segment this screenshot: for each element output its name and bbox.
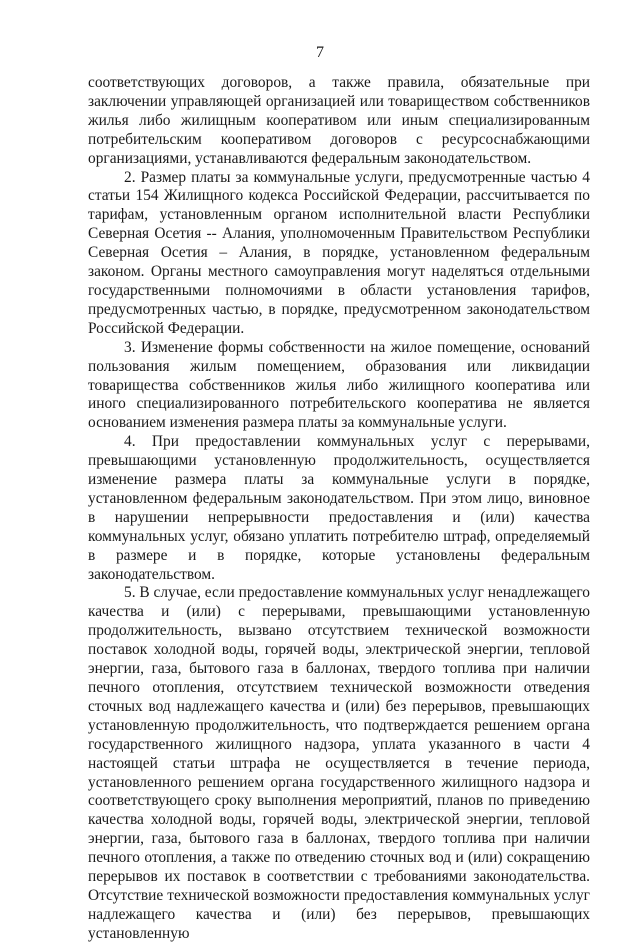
- page-number: 7: [316, 44, 324, 61]
- paragraph-5: 5. В случае, если предоставление коммунальных услуг ненадлежащего качества и (или) с перерывами, превышающими установленную продолжительность, вызвано отсутствием технической возможности поставок холодной воды, горячей воды, электрической энергии, тепловой энергии, газа, бытового газа в баллонах, твердого топлива при наличии печного отопления, отсутствием технической возможности отведения сточных вод надлежащего качества и (или) без перерывов, превышающих установленную продолжительность, что подтверждается решением органа государственного жилищного надзора, уплата указанного в части 4 настоящей статьи штрафа не осуществляется в течение периода, установленного решением органа государственного жилищного надзора и соответствующего сроку выполнения мероприятий, планов по приведению качества холодной воды, горячей воды, электрической энергии, тепловой энергии, газа, бытового газа в баллонах, твердого топлива при наличии печного отопления, а также по отведению сточных вод и (или) сокращению перерывов их поставок в соответствии с требованиями законодательства. Отсутствие технической возможности предоставления коммунальных услуг надлежащего качества и (или) без перерывов, превышающих установленную: [88, 584, 590, 942]
- paragraph-2: 2. Размер платы за коммунальные услуги, предусмотренные частью 4 статьи 154 Жилищного кодекса Российской Федерации, рассчитывается по тарифам, установленным органом исполнительной власти Республики Северная Осетия -- Алания, уполномоченным Правительством Республики Северная Осетия – Алания, в порядке, установленном федеральным законом. Органы местного самоуправления могут наделяться отдельными государственными полномочиями в области установления тарифов, предусмотренных частью, в порядке, предусмотренном законодательством Российской Федерации.: [88, 168, 590, 337]
- body-text: [88, 74, 590, 944]
- paragraph-4: 4. При предоставлении коммунальных услуг с перерывами, превышающими установленную продолжительность, осуществляется изменение размера платы за коммунальные услуги в порядке, установленном федеральным законодательством. При этом лицо, виновное в нарушении непрерывности предоставления и (или) качества коммунальных услуг, обязано уплатить потребителю штраф, определяемый в размере и в порядке, которые установлены федеральным законодательством.: [88, 433, 590, 583]
- paragraph-3: 3. Изменение формы собственности на жилое помещение, оснований пользования жилым помещением, образования или ликвидации товарищества собственников жилья либо жилищного кооператива или иного специализированного потребительского кооператива не является основанием изменения размера платы за коммунальные услуги.: [88, 338, 590, 432]
- paragraph-continuation: соответствующих договоров, а также правила, обязательные при заключении управляющей организацией или товариществом собственников жилья либо жилищным кооперативом или иным специализированным потребительским кооперативом договоров с ресурсоснабжающими организациями, устанавливаются федеральным законодательством.: [88, 74, 590, 167]
